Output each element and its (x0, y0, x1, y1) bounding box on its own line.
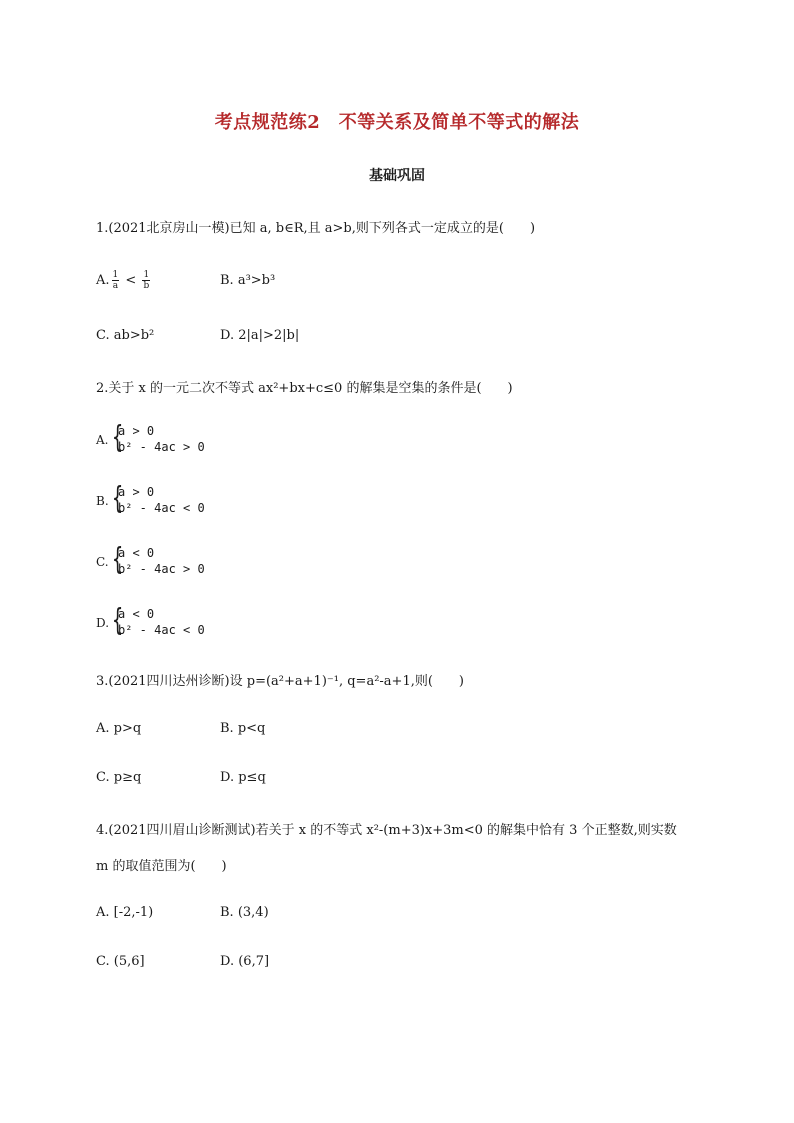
question-1-options-row-1 (96, 270, 275, 291)
question-4-stem-line-2: m 的取值范围为( ) (96, 859, 227, 874)
option-a (96, 270, 220, 291)
question-4-options-row-1 (96, 905, 269, 920)
brace-icon: { (111, 481, 124, 516)
question-4-options-row-2 (96, 954, 269, 969)
option-d: D. (6,7] (220, 954, 270, 969)
option-a: A. [-2,-1) (96, 905, 154, 920)
question-3-options-row-2 (96, 770, 266, 785)
option-b: B. a³>b³ (220, 273, 276, 288)
question-3-stem: 3.(2021四川达州诊断)设 p=(a²+a+1)⁻¹, q=a²-a+1,则( ) (96, 674, 464, 689)
option-d: D. p≤q (220, 770, 266, 785)
brace-icon: { (111, 603, 124, 638)
question-1-options-row-2 (96, 328, 299, 343)
brace-icon: { (111, 420, 124, 455)
fraction: $\frac{1}{a}$ (112, 270, 119, 291)
option-label: A. (96, 273, 110, 288)
question-3-options-row-1 (96, 721, 265, 736)
question-1-stem: 1.(2021北京房山一模)已知 a, b∈R,且 a>b,则下列各式一定成立的是( ) (96, 221, 536, 236)
option-c: C. ab>b² (96, 328, 155, 343)
option-b: B. (3,4) (220, 905, 269, 920)
option-c: C. p≥q (96, 770, 142, 785)
brace-icon: { (111, 542, 124, 577)
page-title: 考点规范练2 不等关系及简单不等式的解法 (214, 112, 580, 133)
question-2-stem: 2.关于 x 的一元二次不等式 ax²+bx+c≤0 的解集是空集的条件是( ) (96, 381, 513, 396)
option-a: A. p>q (96, 721, 142, 736)
fraction: $\frac{1}{b}$ (143, 270, 150, 291)
operator: < (125, 273, 137, 288)
section-heading: 基础巩固 (369, 168, 425, 184)
option-c: C. (5,6] (96, 954, 145, 969)
option-d: D. 2|a|>2|b| (220, 328, 300, 343)
question-4-stem-line-1: 4.(2021四川眉山诊断测试)若关于 x 的不等式 x²-(m+3)x+3m<0 的解集中恰有 3 个正整数,则实数 (96, 823, 677, 838)
option-b: B. p<q (220, 721, 266, 736)
